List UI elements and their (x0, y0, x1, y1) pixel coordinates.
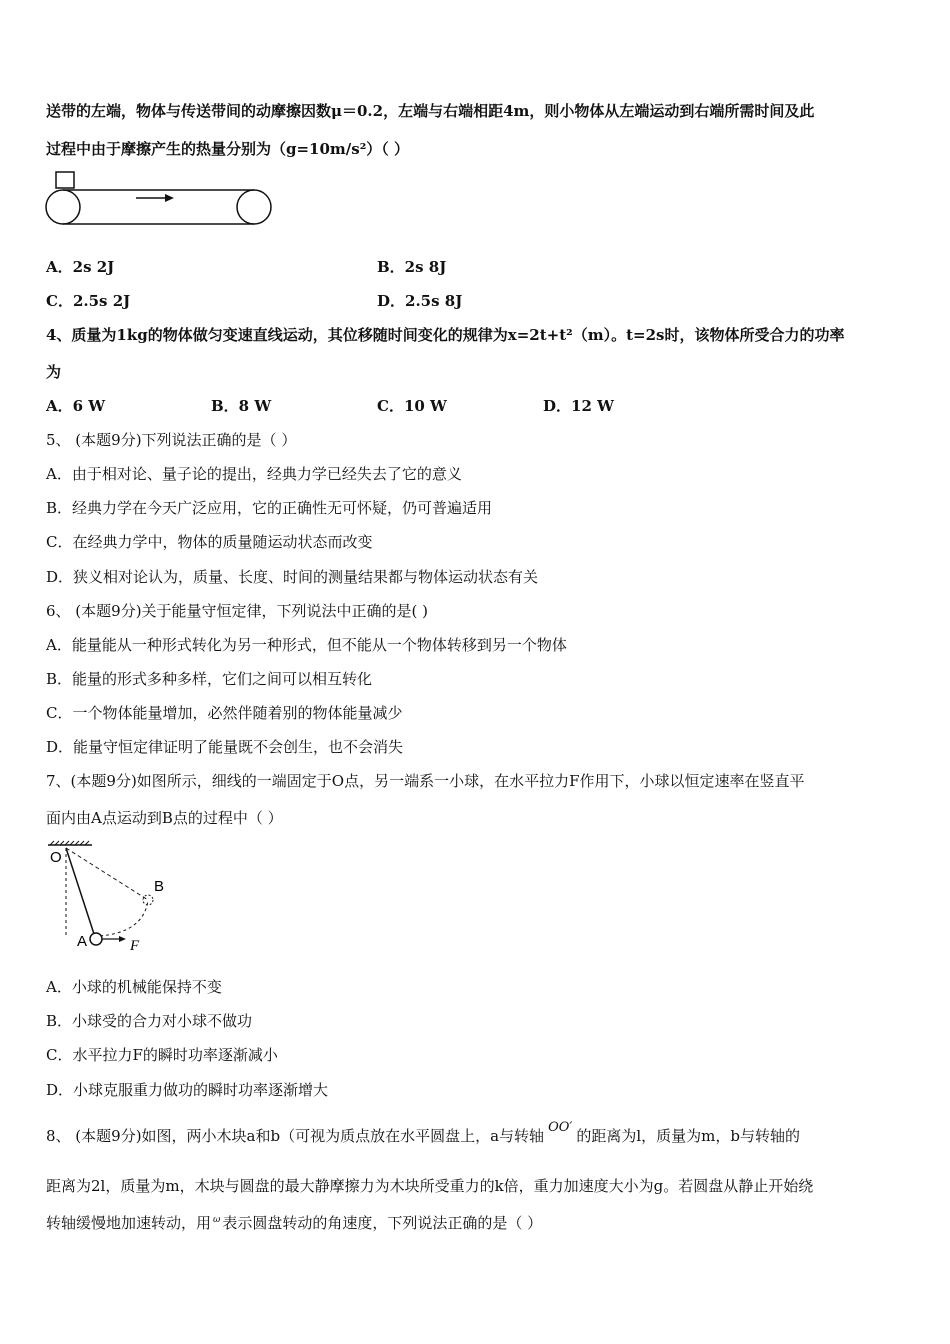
block (56, 172, 74, 188)
q7-option-d[interactable]: D．小球克服重力做功的瞬时功率逐渐增大 (46, 1081, 329, 1099)
right-roller (237, 190, 271, 224)
label-b: B (154, 878, 165, 895)
label-f: F (130, 938, 140, 954)
q6-option-a[interactable]: A．能量能从一种形式转化为另一种形式，但不能从一个物体转移到另一个物体 (46, 636, 567, 654)
pendulum-figure (44, 840, 184, 955)
q4-option-b[interactable]: B．8 W (211, 397, 272, 415)
q8-stem-line2: 距离为2l，质量为m，木块与圆盘的最大静摩擦力为木块所受重力的k倍，重力加速度大小为g。若圆盘从静止开始绕 (46, 1177, 814, 1195)
left-roller (46, 190, 80, 224)
q4-stem-line2: 为 (46, 363, 62, 381)
q8-line1-part2: 的距离为l，质量为m，b与转轴的 (576, 1127, 800, 1145)
q4-stem-line1: 4、质量为1kg的物体做匀变速直线运动，其位移随时间变化的规律为x=2t+t²（m）。t=2s时，该物体所受合力的功率 (46, 326, 845, 344)
q3-option-b[interactable]: B．2s 8J (377, 258, 447, 276)
q4-option-c[interactable]: C．10 W (377, 397, 447, 415)
q7-option-a[interactable]: A．小球的机械能保持不变 (46, 978, 222, 996)
q6-stem: 6、 (本题9分)关于能量守恒定律，下列说法中正确的是( ) (46, 602, 429, 620)
q4-option-a[interactable]: A．6 W (46, 397, 106, 415)
q6-option-c[interactable]: C．一个物体能量增加，必然伴随着别的物体能量减少 (46, 704, 403, 722)
q8-line3-part1: 转轴缓慢地加速转动，用 (46, 1214, 212, 1232)
q7-option-b[interactable]: B．小球受的合力对小球不做功 (46, 1012, 253, 1030)
q3-stem-line2: 过程中由于摩擦产生的热量分别为（g=10m/s²）（ ） (46, 140, 410, 158)
label-o: O (50, 849, 62, 866)
q8-line1-part1: 8、 (本题9分)如图，两小木块a和b（可视为质点放在水平圆盘上，a与转轴 (46, 1127, 545, 1145)
q3-stem-line1: 送带的左端，物体与传送带间的动摩擦因数μ＝0.2，左端与右端相距4m，则小物体从左端运动到右端所需时间及此 (46, 102, 815, 120)
q3-option-a[interactable]: A．2s 2J (46, 258, 115, 276)
q7-option-c[interactable]: C．水平拉力F的瞬时功率逐渐减小 (46, 1046, 278, 1064)
q5-stem: 5、 (本题9分)下列说法正确的是（ ） (46, 431, 297, 449)
q7-stem-line2: 面内由A点运动到B点的过程中（ ） (46, 809, 283, 827)
q7-stem-line1: 7、(本题9分)如图所示，细线的一端固定于O点，另一端系一小球，在水平拉力F作用下，小球以恒定速率在竖直平 (46, 772, 805, 790)
omega-symbol: ω (213, 1215, 221, 1225)
string (66, 848, 95, 937)
q6-option-d[interactable]: D．能量守恒定律证明了能量既不会创生，也不会消失 (46, 738, 404, 756)
axis-symbol: OO′ (548, 1120, 573, 1135)
q6-option-b[interactable]: B．能量的形式多种多样，它们之间可以相互转化 (46, 670, 373, 688)
conveyor-belt-figure (44, 170, 284, 232)
q4-option-d[interactable]: D．12 W (543, 397, 614, 415)
q8-stem-line1 (46, 1120, 800, 1148)
q8-line3-part2: 表示圆盘转动的角速度，下列说法正确的是（ ） (222, 1214, 543, 1232)
q3-option-c[interactable]: C．2.5s 2J (46, 292, 131, 310)
q5-option-a[interactable]: A．由于相对论、量子论的提出，经典力学已经失去了它的意义 (46, 465, 462, 483)
q5-option-d[interactable]: D．狭义相对论认为，质量、长度、时间的测量结果都与物体运动状态有关 (46, 568, 539, 586)
q5-option-b[interactable]: B．经典力学在今天广泛应用，它的正确性无可怀疑，仍可普遍适用 (46, 499, 493, 517)
ball-a (90, 933, 102, 945)
q5-option-c[interactable]: C．在经典力学中，物体的质量随运动状态而改变 (46, 533, 373, 551)
q8-stem-line3 (46, 1213, 542, 1236)
q3-option-d[interactable]: D．2.5s 8J (377, 292, 463, 310)
label-a: A (77, 933, 88, 950)
